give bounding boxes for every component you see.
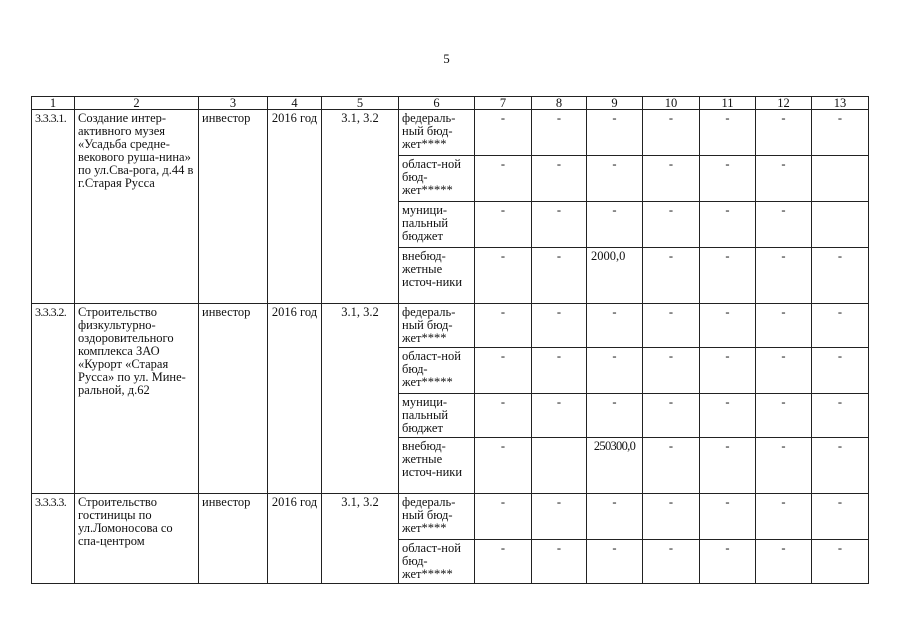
value-cell: - [756, 438, 812, 494]
value-cell: - [643, 348, 700, 394]
value-cell: - [643, 438, 700, 494]
value-cell: 2000,0 [587, 248, 643, 304]
value-cell: - [587, 156, 643, 202]
value-cell: - [756, 540, 812, 584]
value-cell: - [700, 348, 756, 394]
value-cell: - [532, 394, 587, 438]
value-cell: - [756, 156, 812, 202]
value-cell: - [700, 494, 756, 540]
funding-source: федераль-ный бюд-жет**** [399, 110, 475, 156]
value-cell: - [532, 110, 587, 156]
value-cell: - [643, 394, 700, 438]
value-cell: - [475, 156, 532, 202]
value-cell: - [532, 248, 587, 304]
value-cell: - [475, 494, 532, 540]
column-header: 9 [587, 97, 643, 110]
value-cell: - [700, 540, 756, 584]
value-cell: - [475, 110, 532, 156]
page-number: 5 [443, 51, 450, 66]
project-name: Строительство гостиницы по ул.Ломоносова со спа-центром [75, 494, 199, 584]
project-year: 2016 год [268, 304, 322, 494]
column-header: 4 [268, 97, 322, 110]
column-header: 12 [756, 97, 812, 110]
table-row [32, 494, 869, 540]
value-cell: - [475, 202, 532, 248]
value-cell: - [700, 156, 756, 202]
column-header: 13 [812, 97, 869, 110]
column-header: 10 [643, 97, 700, 110]
project-number: 3.3.3.3. [32, 494, 75, 584]
value-cell: - [643, 540, 700, 584]
column-header: 11 [700, 97, 756, 110]
value-cell: - [587, 494, 643, 540]
project-ref: 3.1, 3.2 [322, 304, 399, 494]
value-cell: - [812, 494, 869, 540]
value-cell: - [812, 110, 869, 156]
value-cell: - [587, 540, 643, 584]
value-cell: 250300,0 [587, 438, 643, 494]
project-year: 2016 год [268, 494, 322, 584]
funding-source: област-ной бюд-жет***** [399, 156, 475, 202]
project-name: Строительство физкультурно-оздоровительного комплекса ЗАО «Курорт «Старая Русса» по ул. Мине-ральной, д.62 [75, 304, 199, 494]
funding-source: внебюд-жетные источ-ники [399, 248, 475, 304]
value-cell: - [700, 110, 756, 156]
funding-source: федераль-ный бюд-жет**** [399, 494, 475, 540]
value-cell: - [475, 348, 532, 394]
value-cell: - [812, 438, 869, 494]
value-cell: - [756, 494, 812, 540]
value-cell: - [812, 540, 869, 584]
funding-source: внебюд-жетные источ-ники [399, 438, 475, 494]
value-cell: - [587, 348, 643, 394]
value-cell: - [700, 438, 756, 494]
value-cell: - [756, 304, 812, 348]
value-cell: - [812, 348, 869, 394]
value-cell: - [532, 540, 587, 584]
value-cell: - [587, 110, 643, 156]
project-executor: инвестор [199, 110, 268, 304]
value-cell: - [756, 202, 812, 248]
budget-table [31, 96, 869, 584]
value-cell: - [643, 156, 700, 202]
value-cell: - [532, 156, 587, 202]
project-ref: 3.1, 3.2 [322, 110, 399, 304]
value-cell: - [587, 202, 643, 248]
value-cell [532, 438, 587, 494]
project-year: 2016 год [268, 110, 322, 304]
value-cell: - [812, 394, 869, 438]
funding-source: област-ной бюд-жет***** [399, 540, 475, 584]
value-cell: - [756, 110, 812, 156]
column-header: 3 [199, 97, 268, 110]
column-header: 7 [475, 97, 532, 110]
value-cell: - [643, 494, 700, 540]
value-cell: - [700, 304, 756, 348]
value-cell: - [532, 348, 587, 394]
column-header: 2 [75, 97, 199, 110]
project-ref: 3.1, 3.2 [322, 494, 399, 584]
value-cell: - [475, 248, 532, 304]
value-cell: - [756, 248, 812, 304]
value-cell: - [532, 494, 587, 540]
header-row [32, 97, 869, 110]
value-cell: - [700, 202, 756, 248]
value-cell: - [532, 202, 587, 248]
table-row [32, 110, 869, 156]
value-cell: - [643, 110, 700, 156]
funding-source: муници-пальный бюджет [399, 202, 475, 248]
value-cell: - [700, 394, 756, 438]
value-cell: - [812, 304, 869, 348]
project-number: 3.3.3.2. [32, 304, 75, 494]
funding-source: област-ной бюд-жет***** [399, 348, 475, 394]
funding-source: федераль-ный бюд-жет**** [399, 304, 475, 348]
value-cell: - [643, 304, 700, 348]
value-cell: - [475, 540, 532, 584]
value-cell: - [475, 394, 532, 438]
value-cell: - [643, 202, 700, 248]
value-cell [812, 202, 869, 248]
column-header: 5 [322, 97, 399, 110]
project-number: 3.3.3.1. [32, 110, 75, 304]
value-cell [812, 156, 869, 202]
project-name: Создание интер-активного музея «Усадьба средне-векового руша-нина» по ул.Сва-рога, д.44 в г.Старая Русса [75, 110, 199, 304]
value-cell: - [475, 438, 532, 494]
value-cell: - [475, 304, 532, 348]
column-header: 1 [32, 97, 75, 110]
project-executor: инвестор [199, 304, 268, 494]
value-cell: - [700, 248, 756, 304]
value-cell: - [756, 394, 812, 438]
value-cell: - [756, 348, 812, 394]
value-cell: - [587, 394, 643, 438]
value-cell: - [812, 248, 869, 304]
table-row [32, 304, 869, 348]
project-executor: инвестор [199, 494, 268, 584]
value-cell: - [587, 304, 643, 348]
value-cell: - [532, 304, 587, 348]
column-header: 8 [532, 97, 587, 110]
value-cell: - [643, 248, 700, 304]
column-header: 6 [399, 97, 475, 110]
funding-source: муници-пальный бюджет [399, 394, 475, 438]
